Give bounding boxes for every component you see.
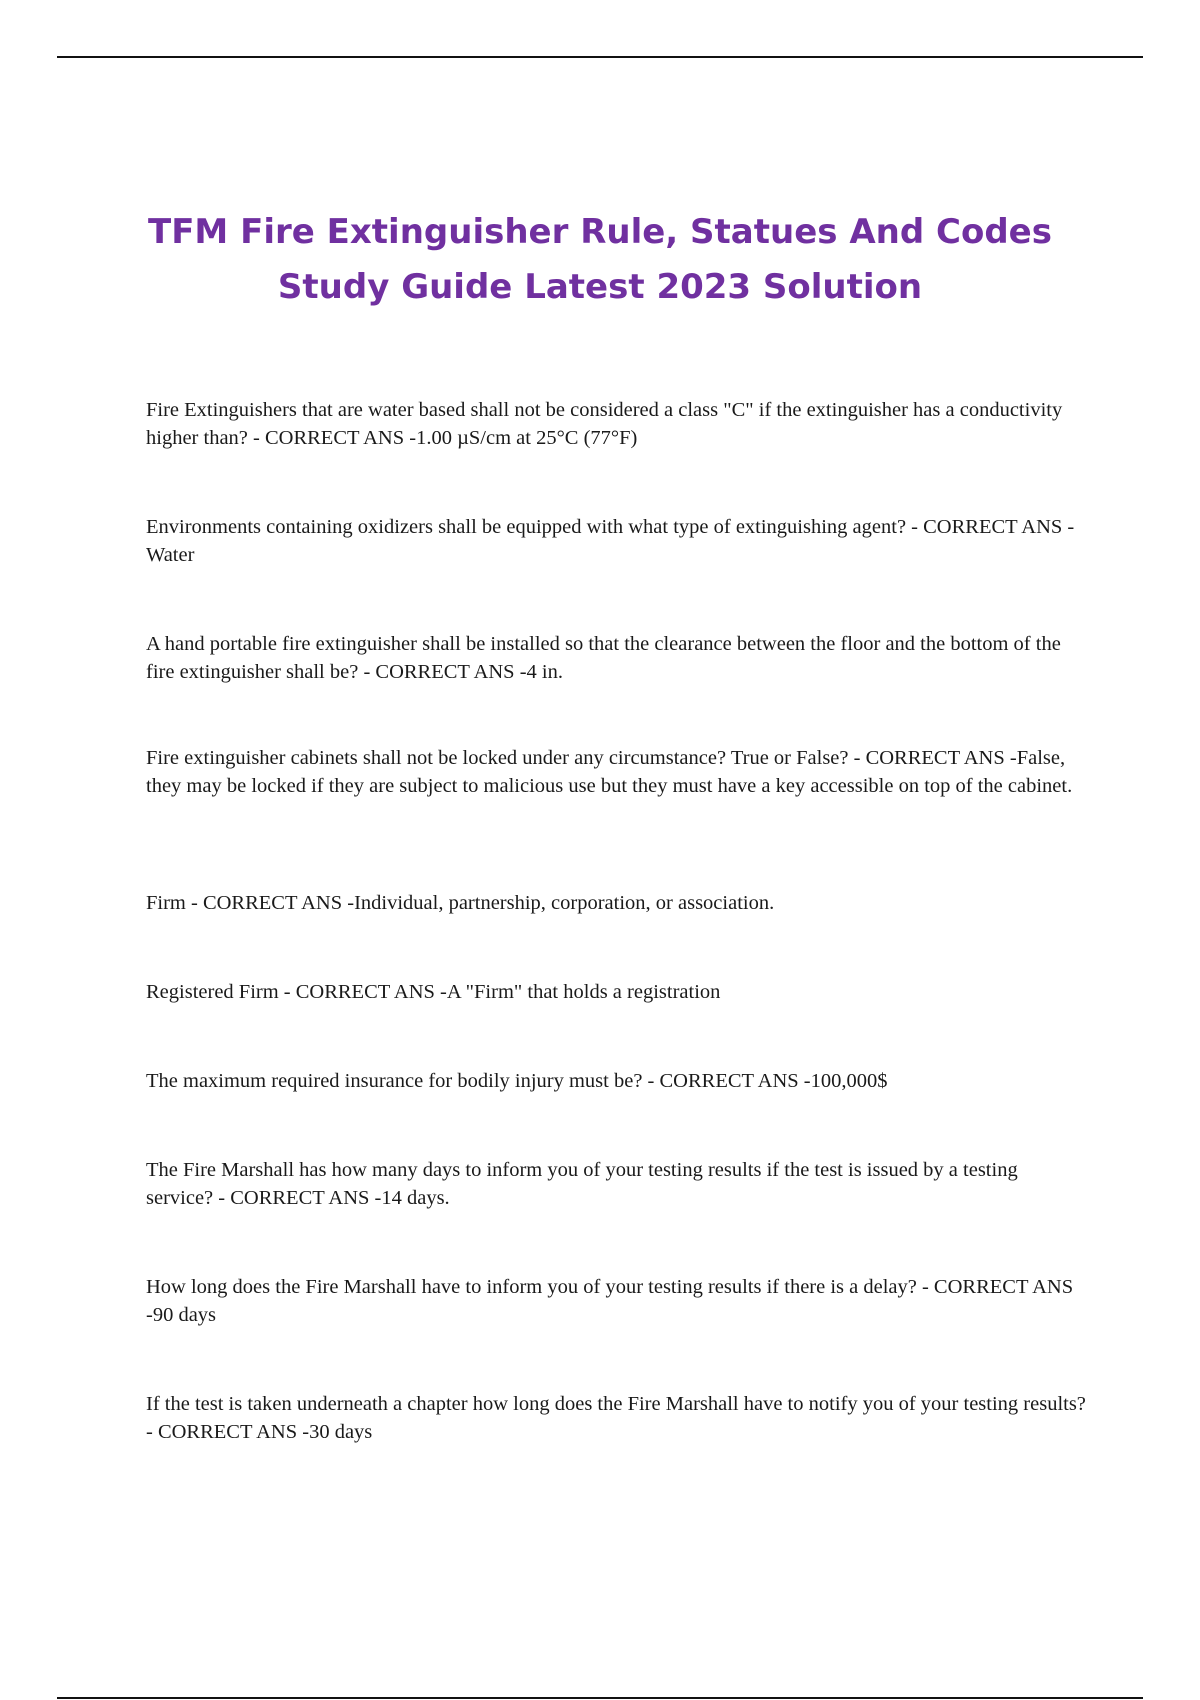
bottom-rule (57, 1697, 1143, 1699)
qa-item-4: Fire extinguisher cabinets shall not be locked under any circumstance? True or False? - CORRECT ANS -False, they may be locked if they are subject to malicious use but they must have a key accessible on top of the cabinet. (146, 747, 1073, 797)
top-rule (57, 56, 1143, 58)
qa-item-3: A hand portable fire extinguisher shall be installed so that the clearance between the floor and the bottom of the fire extinguisher shall be? - CORRECT ANS -4 in. (146, 633, 1061, 683)
qa-item-2: Environments containing oxidizers shall be equipped with what type of extinguishing agent? - CORRECT ANS -Water (146, 516, 1075, 566)
qa-item-10: If the test is taken underneath a chapter how long does the Fire Marshall have to notify you of your testing results? - CORRECT ANS -30 days (146, 1393, 1086, 1443)
qa-item-1: Fire Extinguishers that are water based shall not be considered a class "C" if the extinguisher has a conductivity higher than? - CORRECT ANS -1.00 µS/cm at 25°C (77°F) (146, 399, 1063, 449)
title-line-1: TFM Fire Extinguisher Rule, Statues And Codes (148, 212, 1052, 252)
qa-item-8: The Fire Marshall has how many days to inform you of your testing results if the test is issued by a testing service? - CORRECT ANS -14 days. (146, 1159, 1018, 1209)
document-title (100, 205, 1100, 315)
qa-item-6: Registered Firm - CORRECT ANS -A "Firm" that holds a registration (146, 981, 721, 1003)
qa-item-7: The maximum required insurance for bodily injury must be? - CORRECT ANS -100,000$ (146, 1070, 888, 1092)
qa-item-5: Firm - CORRECT ANS -Individual, partnership, corporation, or association. (146, 892, 775, 914)
qa-item-9: How long does the Fire Marshall have to inform you of your testing results if there is a delay? - CORRECT ANS -90 days (146, 1276, 1074, 1326)
title-line-2: Study Guide Latest 2023 Solution (277, 267, 923, 307)
